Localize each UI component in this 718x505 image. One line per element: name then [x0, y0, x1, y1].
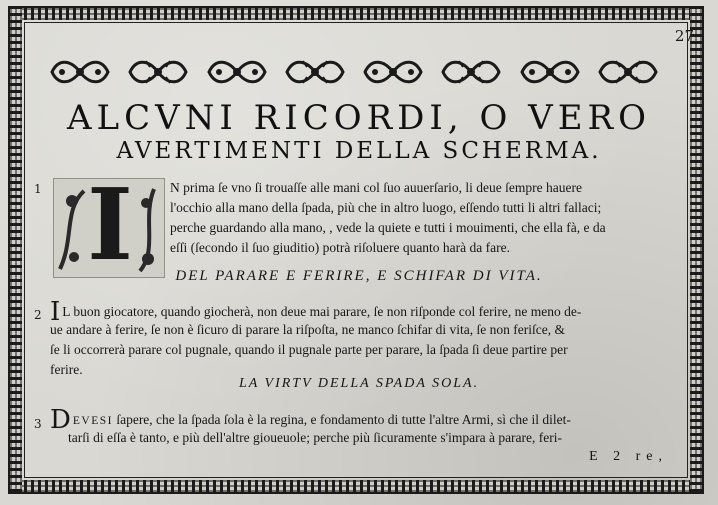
paragraph-line: DEVESI ſapere, che la ſpada ſola è la regina, e fondamento di tutte l'altre Armi, sì che il dilet- — [50, 405, 571, 435]
historiated-initial — [53, 178, 165, 278]
paragraph-line: I L buon giocatore, quando giocherà, non deue mai parare, ſe non riſponde col ferire, ne meno de- — [50, 297, 582, 327]
paragraph-line: N prima ſe vno ſi trouaſſe alle mani col ſuo auuerſario, li deue ſempre hauere — [170, 180, 582, 195]
fleuron-ornament-icon — [439, 55, 503, 89]
fleuron-ornament-icon — [596, 55, 660, 89]
ornamental-border-top — [10, 8, 702, 20]
headpiece-ornament — [48, 52, 660, 92]
fleuron-ornament-icon — [205, 55, 269, 89]
section-number: 3 — [34, 417, 42, 431]
first-word-smallcaps: EVESI — [72, 415, 113, 427]
section-heading: DEL PARARE E FERIRE, E SCHIFAR DI VITA. — [175, 268, 543, 284]
paragraph-line: tarſi di eſſa è tanto, e più dell'altre gioueuole; perche più ſicuramente s'impara à parare, feri- — [68, 430, 563, 445]
paragraph-line: ue andare à ferire, ſe non è ſicuro di parare la riſpoſta, ne manco ſchifar di vita, ſe non feriſce, & — [50, 322, 566, 337]
initial-letter: D — [50, 405, 71, 435]
fleuron-ornament-icon — [518, 55, 582, 89]
chapter-title-line-1: ALCVNI RICORDI, O VERO — [66, 98, 652, 138]
paragraph-line: l'occhio alla mano della ſpada, più che in altro luogo, eſſendo tutti li altri fallaci; — [170, 200, 602, 215]
fleuron-ornament-icon — [48, 55, 112, 89]
fleuron-ornament-icon — [126, 55, 190, 89]
paragraph-line: ferire. — [50, 362, 83, 377]
signature-catchword: E 2 re, — [589, 449, 668, 464]
chapter-title-line-2: AVERTIMENTI DELLA SCHERMA. — [116, 138, 602, 164]
drop-cap-letter: I — [87, 178, 133, 278]
initial-letter: I — [50, 297, 61, 327]
section-heading: LA VIRTV DELLA SPADA SOLA. — [238, 376, 480, 391]
section-number: 1 — [34, 182, 42, 196]
section-number: 2 — [34, 308, 42, 322]
page-number: 27 — [674, 27, 694, 45]
paragraph-line: ſe li occorrerà parare col pugnale, quando il pugnale parte per parare, la ſpada ſi deue partire per — [50, 342, 568, 357]
paragraph-line: perche guardando alla mano, , vede la quiete e tutti i mouimenti, che ella fà, e da — [170, 220, 606, 235]
paragraph-line: eſſi (ſecondo il ſuo giuditio) potrà riſoluere quanto harà da fare. — [170, 240, 511, 255]
ornamental-border-bottom — [10, 480, 702, 492]
ornamental-border-left — [10, 8, 22, 492]
fleuron-ornament-icon — [361, 55, 425, 89]
ornamental-border-right — [690, 8, 702, 492]
fleuron-ornament-icon — [283, 55, 347, 89]
